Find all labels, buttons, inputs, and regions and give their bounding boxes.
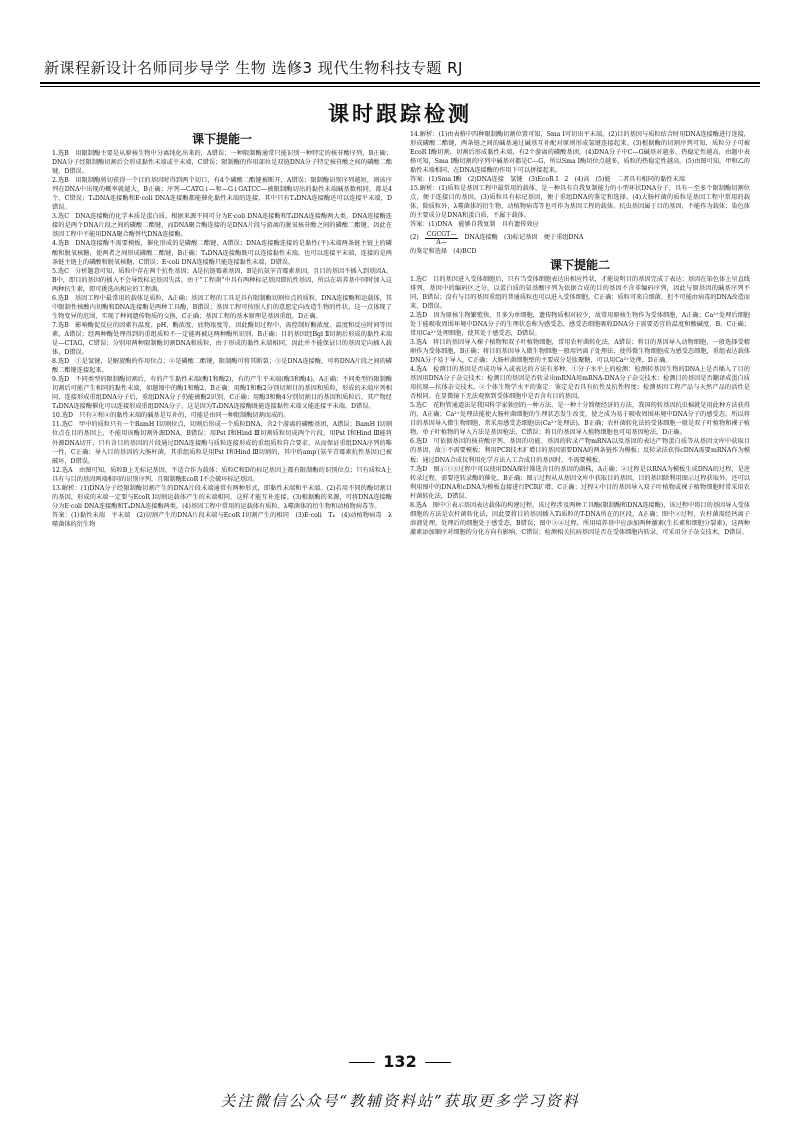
answer-item-13-answer: 答案：(1)黏性末端 平末端 (2)切割产生的DNA片段末端与EcoR Ⅰ切割产生的相同 (3)E·coli T₄ (4)动植物病毒 λ噬菌体的衍生物 [52, 511, 392, 528]
answer-item-2-7: 7.选D 图示①③过程中可以使用DNA探针筛选含目的基因的菌株，A正确；②过程是以RNA为模板生成DNA的过程，是逆转录过程，需要逆转录酶的催化，B正确；图示过程从从基因文库中获取目的基因，目的基因除利用图示过程获取外，还可以利用图中的DNA和cDNA为模板直接进行PCR扩增，C正确；过程④中目的基因导入双子叶植物或裸子植物细胞时常采用农杆菌转化法，D错误。 [410, 465, 750, 500]
right-column [410, 130, 750, 537]
section-title-2: 课下提能二 [549, 257, 610, 272]
answer-item-2-8: 8.选A 图中①表示基因表达载体的构建过程，该过程涉及两种工具酶(限制酶和DNA连接酶)，该过程中将目的基因导入受体细胞的方法是农杆菌转化法，因此要将目的基因插入Ti质粒的T-DNA所在的区段，A正确；图中②过程，农杆菌需经钙离子溶液处理，处理后的细胞处于感受态，B错误；图中③④过程，所用培养基中应添加两种激素(生长素和细胞分裂素)，这两种激素添加顺序对细胞的分化方向有影响，C错误；检测相关抗病基因是否在受体细胞内转录，可采用分子杂交技术，D错误。 [410, 501, 750, 536]
page-number [0, 1052, 800, 1071]
answer-item-1: 1.选B 用限制酶主要是从原核生物中分离纯化出来的，A错误；一种限制酶通常只能识别一种特定的核苷酸序列，B正确；DNA分子经限制酶切割后会形成黏性末端或平末端，C错误；限制酶的作用部位是双链DNA分子特定核苷酸之间的磷酸二酯键，D错误。 [52, 150, 392, 176]
answer-item-2-6: 6.选D 可依据基因的核苷酸序列、基因的功能、基因的转录产物mRNA以及基因的表达产物蛋白质等从基因文库中获取目的基因，故①不需要模板；利用PCR技术扩增目的基因需要DNA的两条链作为模板；反转录法获得cDNA需要mRNA作为模板；通过DNA合成仪利用化学方法人工合成目的基因时，不需要模板。 [410, 438, 750, 464]
answer-item-2-2: 2.选D 因为原核生物繁殖快，且多为单细胞，遗传物质相对较少，故常用原核生物作为受体细胞，A正确；Ca²⁺处理后细胞处于能吸收周围环境中DNA分子的生理状态称为感受态，感受态细胞吸收DNA分子需要适宜的温度和酸碱度，B、C正确；常用Ca²⁺处理细胞，使其处于感受态，D错误。 [410, 311, 750, 337]
answer-item-4: 4.选B DNA连接酶不需要模板，催化形成的是磷酸二酯键，A错误；DNA连接酶连接的是黏性(平)末端两条链主链上的磷酸和脱氧核糖，使两者之间形成磷酸二酯键，B正确；T₄DNA连接酶既可以连接黏性末端，也可以连接平末端，连接的是两条链主链上的磷酸和脱氧核糖，C错误；E·coli DNA连接酶只能连接黏性末端，D错误。 [52, 240, 392, 266]
answer-item-11: 11.选C 甲中的质粒只有一个BamH Ⅰ切割位点，切割后形成一个质粒DNA，含2个游离的磷酸基团，A错误；BamH Ⅰ切割位点在目的基因上，不能用该酶切割外源DNA，B错误；用Pst Ⅰ和Hind Ⅲ切割质粒切成两个片段，用Pst Ⅰ和Hind Ⅲ能将外源DNA切开，只有含目的基因的片段通过DNA连接酶与质粒连接形成的重组质粒符合要求，从而保证重组DNA序列的唯一性，C正确；导入目的基因的大肠杆菌，其重组质粒是用Pst Ⅰ和Hind Ⅲ切割的，其中的amp′(氨苄青霉素抗性基因)已被破坏，D错误。 [52, 421, 392, 465]
answer-item-2-3: 3.选A 将目的基因导入裸子植物和双子叶植物细胞，常用农杆菌转化法，A错误；将目的基因导入动物细胞，一般选择受精卵作为受体细胞，B正确；将目的基因导入微生物细胞一般用钙离子处理法，使得微生物细胞成为感受态细胞，重组表达载体DNA分子易于导入，C正确；大肠杆菌细胞壁的主要成分是肽聚糖，可以用Ca²⁺处理，D正确。 [410, 338, 750, 364]
answer-item-2-1: 1.选C 目的基因进入受体细胞后，只有当受体细胞表达出相应性状，才能说明目的基因完成了表达；基因在染色体上呈直线排列，基因中的编码区之分，以蛋白质的氨基酸序列为依据合成的目的基因不含非编码序列，因此与原基因的碱基序列不同，B错误；没有与目的基因重组的普通质粒也可以进入受体细胞，C正确；质粒可来自细菌，但不可能由病毒的DNA改造而来，D错误。 [410, 275, 750, 310]
answer-item-15-analysis: 15.解析：(1)质粒是基因工程中最常用的载体，是一种具有自我复制能力的小型环状DNA分子，具有一至多个限制酶切割位点，便于连接目的基因。(3)质粒具有标记基因，便于重组DNA的鉴定和选择。(4)大肠杆菌的质粒是基因工程中常用的载体，除质粒外，λ噬菌体的衍生物、动植物病毒等也可作为基因工程的载体。抗虫基因属于目的基因，不能作为载体；染色体的主要成分是DNA和蛋白质，不属于载体。 [410, 185, 750, 220]
header-text: 新课程新设计名师同步导学 生物 选修3 现代生物科技专题 RJ [44, 59, 463, 77]
header-rule [40, 86, 760, 87]
answer-item-6: 6.选B 基因工程中最常用的载体是质粒，A正确；基因工程的工具是具有限制酶切割位点的质粒、DNA连接酶和运载体，其中限制性核酸内切酶和DNA连接酶是两种工具酶，B错误；基因工程可按照人们的意愿定向改造生物的性状，这一点体现了生物变异的范围，实现了种间遗传物质的交换，C正确；基因工程的基本原理是基因重组，D正确。 [52, 294, 392, 320]
answer-item-2-5: 5.选C 花粉管通道法是我国科学家独创的一种方法，是一种十分简便经济的方法，我国的转基因抗虫棉就是用此种方法获得的，A正确；Ca²⁺处理法能使大肠杆菌细胞的生理状态发生改变，使之成为易于吸收周围环境中DNA分子的感受态，所以将目的基因导入微生物细胞，常采用感受态细胞法(Ca²⁺处理法)，B正确；农杆菌转化法的受体细胞一般是双子叶植物和裸子植物，单子叶植物的导入方法是基因枪法，C错误；将目的基因导入植物细胞也可用基因枪法，D正确。 [410, 402, 750, 437]
answer-item-12: 12.选A 由图可知，质粒B上无标记基因，不适合作为载体；质粒C和D的标记基因上都有限制酶的识别位点；只有质粒A上具有与目的基因两端相同的识别序列，且限制酶EcoR Ⅰ不会破坏标记基因。 [52, 466, 392, 483]
answer-item-10: 10.选D 只有②和④的黏性末端的碱基是互补的，可能是由同一种限制酶切割而成的。 [52, 412, 290, 420]
answer-item-14-answer: 答案：(1)Sma Ⅰ酶 (2)DNA连接 氢键 (3)EcoR Ⅰ 2 (4)高 (5)能 二者具有相同的黏性末端 [410, 176, 685, 184]
sticky-end-bottom: A— [436, 238, 447, 246]
formula-prefix: (2) [410, 234, 419, 242]
running-header [40, 52, 760, 84]
sticky-end-fraction [425, 231, 459, 246]
answer-item-2: 2.选B 用限制酶剪切获得一个目的基因时得到两个切口，有4个磷酸二酯键被断开，A错误；限制酶识别序列越短，则该序列在DNA中出现的概率就越大，B正确；序列—CATG↓—和—G↓GATCC—被限制酶切出的黏性末端碱基数相同，都是4个，C错误；T₄DNA连接酶和E·coli DNA连接酶都能催化黏性末端的连接，其中只有T₄DNA连接酶还可以连接平末端，D错误。 [52, 177, 392, 212]
sequence-formula [410, 231, 750, 246]
answer-item-13-analysis: 13.解析：(1)DNA分子经限制酶切割产生的DNA片段末端通常有两种形式，即黏性末端和平末端。(2)若用不同的酶切割目的基因，形成的末端一定要与EcoR Ⅰ切割运载体产生的末端相同，这样才能互补连接。(3)根据酶的来源，可将DNA连接酶分为E·coli DNA连接酶和T₄DNA连接酶两类。(4)基因工程中常用的运载体有质粒、λ噬菌体的衍生物和动植物病毒等。 [52, 484, 392, 510]
answer-item-9: 9.选D 不同类型的限制酶切割后，有的产生黏性末端(酶1和酶2)，有的产生平末端(酶3和酶4)，A正确；不同类型的限制酶切割后可能产生相同的黏性末端，如题图中的酶1和酶2，B正确；用酶1和酶2分别切割目的基因和质粒，形成的末端序列相同，连接形成重组DNA分子后，重组DNA分子仍能被酶2识别，C正确；用酶3和酶4分别切割目的基因和质粒后，其产物经T₄DNA连接酶催化可以连接形成重组DNA分子，这是因为T₄DNA连接酶既能连接黏性末端又能连接平末端，D错误。 [52, 376, 392, 411]
left-column [52, 130, 392, 529]
answer-item-8: 8.选D ①是氢键，是解旋酶的作用位点；②是磷酸二酯键，限制酶可将其断裂；③是DNA连接酶，可将DNA片段之间的磷酸二酯键连接起来。 [52, 358, 392, 375]
section-title-1: 课下提能一 [191, 132, 252, 146]
answer-item-7: 7.选B 影响酶促反应的因素有温度、pH、酶浓度、底物浓度等，因此酶切过程中，需控制好酶浓度、温度和反应时间等因素，A错误；经两种酶处理得到的重组质粒不一定能再被这两种酶所识别，B正确；目的基因经Bgl Ⅱ切割后形成的黏性末端是—CTAG，C错误；分别用两种限制酶切割DNA和质粒，由于形成的黏性末端相同，因此并不能保证目的基因定向插入载体，D错误。 [52, 321, 392, 357]
page-number-text: 132 [383, 1052, 417, 1071]
answer-item-5: 5.选C 分析题意可知，质粒中存在两个抗性基因；A是抗链霉素基因，B是抗氨苄青霉素基因，且目的基因不插入到基因A、B中，即目的基因的插入不会导致标记基因失活。由于“工程菌”中具有两种标记基因即抗性基因，所以在培养基中同时加入这两种抗生素，即可挑选出相应的工程菌。 [52, 267, 392, 293]
sticky-end-top: CGCGT— [426, 230, 457, 238]
answer-item-3: 3.选C DNA连接酶的化学本质是蛋白质，根据来源不同可分为E·coli DNA连接酶和T₄DNA连接酶两大类，DNA连接酶连接的是两个DNA片段之间的磷酸二酯键，而DNA聚合酶连接的是DNA片段与游离的脱氧核苷酸之间的磷酸二酯键，因此在基因工程中不能用DNA聚合酶替代DNA连接酶。 [52, 213, 392, 239]
answer-item-15-answer-cont: 的鉴定和选择 (4)BCD [410, 247, 477, 255]
answer-item-15-answer: 答案：(1)DNA 能够自我复制 具有遗传效应 [410, 221, 539, 229]
answer-item-2-4: 4.选A 检测目的基因是否成功导入或表达的方法有多种。①分子水平上的检测：检测转基因生物的DNA上是否插入了目的基因用DNA分子杂交技术；检测目的基因是否转录出mRNA用mRNA-DNA分子杂交技术；检测目的基因是否翻译成蛋白质用抗原—抗体杂交技术。②个体生物学水平的鉴定：鉴定是否具有抗性及抗性程度；检测基因工程产品与天然产品的活性是否相同。在显微镜下无法观察到受体细胞中是否含有目的基因。 [410, 366, 750, 401]
page-number-dash-right [425, 1062, 451, 1063]
page-number-dash-left [349, 1062, 375, 1063]
formula-suffix: DNA连接酶 (3)标记基因 便于重组DNA [464, 234, 584, 242]
answer-item-14-analysis: 14.解析：(1)由表格中四种限制酶切割位置可知，Sma Ⅰ可切出平末端。(2)目的基因与质粒结合时用DNA连接酶进行连接，形成磷酸二酯键，两条链之间的碱基通过碱基互补配对原则形成氢键连接起来。(3)根据酶的切割序列可知，质粒分子可被EcoR Ⅰ酶切割，切割后形成黏性末端，有2个游离的磷酸基团。(4)DNA分子中C—G碱基对越多，热稳定性越高，由题中表格可知，Sma Ⅰ酶切割的序列中碱基对都是C—G，所以Sma Ⅰ酶切位点越多，质粒的热稳定性越高。(5)由图可知，甲和乙的黏性末端相同，在DNA连接酶的作用下可以拼接起来。 [410, 131, 750, 175]
page-title: 课时跟踪检测 [328, 102, 472, 126]
footer-note: 关注微信公众号“教辅资料站”获取更多学习资料 [220, 1092, 580, 1110]
